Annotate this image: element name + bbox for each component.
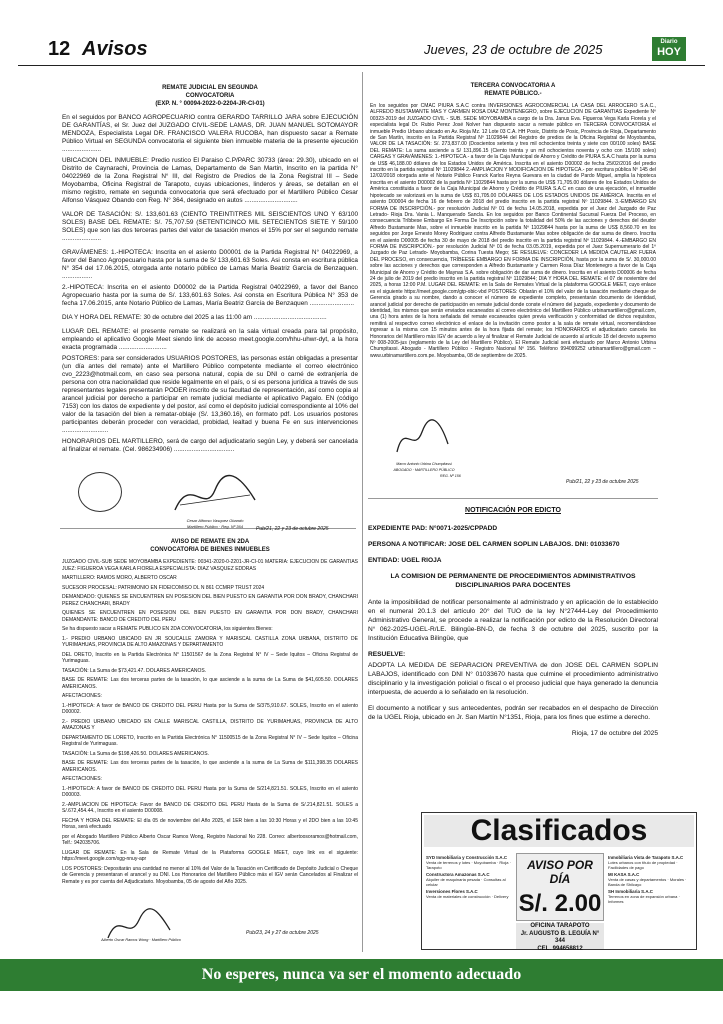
section-title: Avisos — [82, 38, 148, 60]
notice-paragraph: POSTORES: para ser considerados USUARIOS POSTORES, las personas están obligadas a presentar (un día antes del remate) ante el Martillero Público competente mediante el correo electrónico cvo_2223@hotmail.com, en caso sea persona natural, copia de su DNI o carné de extranjería de persona con otra nacionalidad que reside legalmente en el país, o si es persona jurídica a través de sus representantes legales presentarán PODER inscrito de su facultad de representación, así como copia al arancel judicial por derecho a participar en remate judicial mediante el aplicativo Pagalo. EN (código 7153) con los datos de expediente y del postor, así como el depósito judicial correspondiente al 10% del valor de la tasación del bien a rematar-oblaje (S/. 13,360.16), en formato pdf. Los usuarios postores participantes deberán proceder con veracidad, probidad, lealtad y buena Fe en sus intervenciones .......................... — [62, 355, 358, 434]
ad-name: SH Inmobiliaria S.A.C — [608, 889, 653, 894]
signer-name: Cesar Alfonso Vasquez Obando — [186, 518, 244, 523]
logo-top-text: Diario — [660, 39, 678, 45]
edicto-paragraph: ADOPTA LA MEDIDA DE SEPARACION PREVENTIVA de don JOSE DEL CARMEN SOPLIN LABAJOS, identificado con DNI N° 01033670 hasta que culmine el procedimiento administrativo disciplinario y la investigación policial o fiscal o el proceso judicial que haya generado la denuncia interpuesta, de acuerdo a lo señalado en la resolución. — [368, 662, 658, 696]
notice-paragraph: 1.- PREDIO URBANO UBICADO EN JR SOUCALLE ZAMORA Y MARISCAL CASTILLA ZONA URBANA, DISTRITO DE YURIMAHUAS, PROVINCIA DE ALTO AMAZONAS Y DEPARTAMENTO — [62, 635, 358, 648]
footer-slogan: No esperes, nunca va ser el momento adecuado — [201, 966, 522, 983]
office-address: Jr. AUGUSTO B. LEGUÍA N° 344 — [520, 930, 600, 944]
publication-dates: Pub/23, 24 y 27 de octubre 2025 — [246, 930, 319, 936]
signature-image — [170, 470, 260, 520]
price-value: S/. 2.00 — [518, 890, 602, 917]
notice-paragraph: UBICACION DEL INMUEBLE: Predio rustico El Paraiso C.P/PARC 30733 (área: 29.30), ubicado en el Distrito de Caynarachi, Provincia de Lamas, Departamento de San Martin, Inscrito en la partida N° 04022969 de la Zona Registral N° III, del Registro de Predios de la Zona Registral III – Sede Moyobamba, Oficina Registral de Tarapoto, cuyas ubicaciones, linderos y áreas, se detallan en el mismo registro, remate en segunda convocatoria que será efectuado por el Martillero Público Cesar Alfonso Vásquez Obando con Reg. N° 364, designado en autos .............................. — [62, 157, 358, 204]
clasificados-title: Clasificados — [424, 815, 694, 847]
edicto-paragraph: El documento a notificar y sus antecedentes, podrán ser recabados en el despacho de Dirección de la UGEL Rioja, ubicado en Jr. San Martín N°1351, Rioja, para los fines que estime a derecho. — [368, 705, 658, 721]
notice-paragraph: 2.-HIPOTECA: Inscrita en el asiento D00002 de la Partida Registral 04022969, a favor del Banco Agropecuario hasta por la suma de S/. 133,601.63 Soles. Asi consta en Escritura Pública N° 353 de fecha 17.06.2015, ante Notario Público de Lamas, María Beatriz García de Benzaquen ......................... — [62, 284, 358, 307]
signer-name: Alberto Oscar Ramos Wong · Martillero Público — [101, 938, 181, 942]
notice-paragraph: FECHA Y HORA DEL REMATE: El día 05 de noviembre del Año 2025, el 1ER bien a las 10:30 Horas y el 2DO bien a las 10:45 Horas, será efectuado — [62, 817, 358, 830]
notice-paragraph: LUGAR DEL REMATE: el presente remate se realizará en la sala virtual creada para tal propósito, empleando el aplicativo Google Meet siendo link de acceso meet.google.com/hhu-uhwr-dyt, a la hora exacta programada ........................... — [62, 328, 358, 351]
ad-text: Venta de materiales de construcción · Delivery — [426, 894, 509, 899]
ad-text: Terrenos en zona de expansión urbana · Informes — [608, 894, 680, 904]
notice-paragraph: JUZGADO CIVIL-SUB SEDE MOYOBAMBA EXPEDIENTE: 00341-2020-0-2201-JR-CI-01 MATERIA: EJECUCION DE GARANTIAS JUEZ: FIGUEROA VEGA KARLA FIORELA ESPECIALISTA: DIAZ VASQUEZ EDDRAS — [62, 559, 358, 572]
notice-paragraph: Se ha dispuesto sacar a REMATE PUBLICO EN 2DA CONVOCATORIA, los siguientes Bienes: — [62, 626, 273, 632]
notice-title: REMATE PÚBLICO.- — [484, 91, 542, 97]
remate-third-notice — [370, 82, 656, 362]
column-divider — [362, 72, 363, 952]
publication-dates: Pub/21, 22 y 23 de octubre 2025 — [566, 479, 639, 485]
notice-paragraph: VALOR DE TASACIÓN: S/. 133,601.63 (CIENTO TREINTITRES MIL SEISCIENTOS UNO Y 63/100 SOLES) BASE DEL REMATE: S/. 75,707.59 (SETENTICINCO MIL SETECIENTOS SIETE Y 59/100 SOLES) que son las dos terceras partes del valor de tasación menos el 15% por ser el segundo remate ...................... — [62, 211, 358, 242]
edicto-expediente: EXPEDIENTE PAD: N°0071-2025/CPPADD — [368, 525, 498, 532]
edicto-persona: PERSONA A NOTIFICAR: JOSE DEL CARMEN SOPLIN LABAJOS. DNI: 01033670 — [368, 541, 620, 548]
page-number: 12 — [48, 38, 71, 60]
office-phone: CEL. 994658812 — [537, 945, 583, 952]
stamp-registry: REG. Nº 156 — [440, 474, 461, 478]
price-label: AVISO POR DÍA — [527, 858, 593, 886]
notice-paragraph: QUIENES SE ENCUENTREN EN POSESION DEL BIEN PUESTO EN GARANTIA POR DON BRADY, CHANCHARI DEMANDANTE: BANCO DE CREDITO DEL PERU — [62, 610, 358, 623]
edicto-title: NOTIFICACIÓN POR EDICTO — [465, 507, 561, 514]
notice-paragraph: GRAVÁMENES: 1.-HIPOTECA: Inscrita en el asiento D00001 de la Partida Registral N° 04022969, a favor del Banco Agropecuario hasta por la suma de S/ 133,601.63 Soles. Asi consta en escritura pública N° 354 del 17.06.2015, otorgada ante notario público de Lamas María Beatriz García de Benzaquen. ................. — [62, 249, 358, 280]
notice-paragraph: SUCESOR PROCESAL: PATRIMONIO EN FIDEICOMISO DL N 861 CCMRP TRUST 2024 — [62, 584, 265, 591]
remate-judicial-notice — [62, 84, 358, 457]
notice-title: AVISO DE REMATE EN 2DA — [170, 539, 250, 545]
notice-paragraph: MARTILLERO: RAMOS MORO, ALBERTO OSCAR — [62, 575, 177, 581]
signature-image — [392, 418, 452, 458]
newspaper-logo — [652, 37, 686, 61]
ad-name: Inmobiliaria Vista de Tarapoto S.A.C — [608, 855, 684, 860]
notice-title: CONVOCATORIA DE BIENES INMUEBLES — [150, 547, 270, 553]
notice-paragraph: HONORARIOS DEL MARTILLERO, será de cargo del adjudicatario según Ley, y deberá ser cancelada al finalizar el remate. (Cel. 986234906) .................................. — [62, 438, 358, 453]
notice-paragraph: por el Abogado Martillero Público Alberto Oscar Ramos Wong, Registro Nacional No 228. Correo: albertoosoramos@hotmail.com, Telf.: 942035706. — [62, 833, 358, 846]
ad-text: Lotes urbanos con título de propiedad · Facilidades de pago — [608, 860, 678, 870]
edicto-comision: LA COMISION DE PERMANENTE DE PROCEDIMIENTOS ADMINISTRATIVOS DISCIPLINARIOS PARA DOCENTES — [390, 573, 636, 589]
notice-paragraph: LUGAR DE REMATE: En la Sala de Remate Virtual de la Plataforma GOOGLE MEET, cuyo link es el siguiente: https://meet.google.com/xgg-nnuy-apr — [62, 849, 358, 862]
notice-paragraph: 2.-AMPLIACION DE HIPOTECA: Favor de BANCO DE CREDITO DEL PERU Hasta de la Suma de S/.214,821.51. SOLES a S/.672,454.44., Inscrito en el asiento D00008. — [62, 801, 358, 814]
edicto-entidad: ENTIDAD: UGEL RIOJA — [368, 557, 442, 564]
notice-paragraph: DEL ORETO, Inscrito en la Partida Electrónica N° 11501567 de la Zona Registral N° IV – Sede Iquitos – Oficina Registral de Yurimaguas. — [62, 651, 358, 664]
publication-dates: Pub/21, 22 y 23 de octubre 2025 — [256, 526, 329, 532]
ads-left-column — [426, 853, 512, 899]
notice-title: CONVOCATORIA — [185, 93, 235, 99]
clasificados-box — [421, 812, 697, 950]
expediente-number: (EXP. N. ° 00094-2022-0-2204-JR-CI-01) — [155, 101, 265, 107]
signer-name: Marco Antonio Urbina Chumpitassi — [396, 462, 452, 466]
edicto-notice — [368, 507, 658, 745]
notice-paragraph: LOS POSTORES: Depositarán una cantidad no menor al 10% del Valor de la Tasación en Certificado de Depósito Judicial o Cheque de Gerencia y presentaran el arancel y su DNI. Los Honorarios del Martillero Público más el IGV serán Cancelados al Finalizar el Remate y es por cuenta del Adjudicatario. Moyobamba, 05 de agosto del Año 2025. — [62, 865, 358, 885]
notice-paragraph: 1.-HIPOTECA: A favor de BANCO DE CREDITO DEL PERU Hasta por la Suma de S/375,910.67. SOLES, Inscrito en el asiento D00002. — [62, 702, 358, 715]
edicto-date: Rioja, 17 de octubre del 2025 — [571, 730, 658, 737]
notice-paragraph: 1.-HIPOTECA: A favor de BANCO DE CREDITO DEL PERU Hasta por la Suma de S/214,821.51. SOLES, Inscrito en el asiento D00003. — [62, 785, 358, 798]
official-stamp — [78, 472, 122, 512]
ad-name: Constructora Amazonas S.A.C — [426, 872, 490, 877]
ad-text: Alquiler de maquinaria pesada · Consultas al celular — [426, 877, 506, 887]
notice-paragraph: DEMANDADO: QUIENES SE ENCUENTREN EN POSESION DEL BIEN PUESTO EN GARANTIA POR DON BRADY, CHANCHARI PEREZ CHANCHARI, BRADY — [62, 594, 358, 607]
ad-text: Venta de casas y departamentos · Morales · Banda de Shilcayo — [608, 877, 687, 887]
notice-paragraph: BASE DE REMATE: Las dos terceras partes de la tasación, lo que asciende a la suma de La Suma de $111,398.35 DOLARES AMERICANOS. — [62, 760, 358, 773]
signer-title: ABOGADO · MARTILLERO PÚBLICO — [393, 468, 455, 472]
notice-paragraph: BASE DE REMATE: Las dos terceras partes de la tasación, lo que asciende a la suma de La Suma de $41,605.50. DOLARES AMERICANOS. — [62, 677, 358, 690]
notice-title: TERCERA CONVOCATORIA A — [470, 83, 556, 89]
edicto-resuelve: RESUELVE: — [368, 651, 406, 658]
notice-paragraph: AFECTACIONES: — [62, 776, 102, 782]
ad-name: Inversiones Flores S.A.C — [426, 889, 478, 894]
notice-paragraph: DEPARTAMENTO DE LORETO, Inscrito en la Partida Electrónica N° 11500515 de la Zona Registral N° IV – Sede Iquitos – Oficina Registral de Yurimaguas. — [62, 734, 358, 747]
office-name: OFICINA TARAPOTO — [530, 923, 590, 929]
notice-paragraph: 2.- PREDIO URBANO UBICADO EN CALLE MARISCAL CASTILLA, DISTRITO DE YURIMAHUAS, PROVINCIA DE ALTO AMAZONAS Y — [62, 718, 358, 731]
notice-paragraph: DIA Y HORA DEL REMATE: 30 de octubre del 2025 a las 11:00 am ......................................... — [62, 314, 327, 321]
ad-text: Venta de terrenos y lotes · Moyobamba · Rioja · Tarapoto — [426, 860, 511, 870]
notice-paragraph: TASACIÓN: La Suma de $198,426.50. DOLARES AMERICANOS. — [62, 750, 209, 757]
notice-paragraph: TASACIÓN: La Suma de $73,421.47. DOLARES AMERICANOS. — [62, 667, 207, 674]
price-box — [516, 853, 604, 921]
notice-paragraph: AFECTACIONES: — [62, 693, 102, 699]
publication-date: Jueves, 23 de octubre de 2025 — [424, 42, 603, 57]
office-info — [516, 923, 604, 952]
ad-name: SYD Inmobiliaria y Construcción S.A.C — [426, 855, 507, 860]
footer-slogan-bar — [0, 959, 723, 991]
notice-paragraph: En los seguidos por CMAC PIURA S.A.C contra INVERSIONES AGROCOMERCIAL LA CASA DEL ARROCERO S.A.C., ALFREDO BUSTAMANTE MAS Y CARMEN ROSA DIAZ MONTENEGRO, sobre EJECUCION DE GARANTIAS Expediente Nº 00323-2019 del JUZGADO CIVIL - SUB. SEDE MOYOBAMBA a cargo de la Dra. Janus Eva. Figueroa Vega Karla Fiorela y el especialista legal Dr. Rubio Perez José Nolver han dispuesto sacar a remate público en TERCERA CONVOCATORIA el inmueble Predio Urbano ubicado en Av. Rioja Mz. 12 Lote 03 C.A. HH Posic, Distrito de Posic, Provincia de Rioja, Departamento de San Martín, inscrito en la Partida Registral Nº 11029844 del Registro de predios de la Oficina Registral de Moyobamba, VALOR DE LA TASACIÓN: S/. 273,837.00 (Doscientos setenta y tres mil ochocientos treinta y siete con 00/100 soles) BASE DEL REMATE: La suma asciende a S/ 131,896.15 (Ciento treinta y un mil ochocientos noventa y ocho con 15/100 soles) CARGAS Y GRAVÁMENES: 1.-HIPOTECA.- a favor de la Caja Municipal de Ahorro y Crédito de PIURA S.A.C hasta por la suma de US$ 46,188.00 dólares de los Estados Unidos de América. Inscrita en el asiento D00002 de fecha 25/02/2016 del predio inscrito en la partida registral Nº 11029844 2.-AMPLIACION Y MODIFICACION DE HIPOTECA.- por escritura pública Nº 145 del 12/02/2018 otorgada ante el Notario Público Franck Karlos Reyna Guevara en la ciudad de Pardo Miguel, amplia la hipoteca inscrita en el asiento D00002 de la partida Nº 11029844 hasta por la suma de US$ 71,705.00 dólares de los Estados Unidos de América constituida a favor de la Caja Municipal de Ahorro y Crédito de PIURA S.A.C en caso de una ejecución, el inmueble hipotecado se valorizará en la suma de US$ 81,705.00 DÓLARES DE LOS ESTADOS UNIDOS DE AMÉRICA. Inscrita en el asiento D00004 de fecha 16 de febrero de 2018 del predio inscrito en la partida registral Nº 11029844. 3.-EMBARGO EN FORMA DE INSCRIPCIÓN.- por resolución Judicial Nº 01 de fecha 14.05.2018, expedida por el Juez del Juzgado de Paz Letrado- Rioja Dra. Vania L. Manquerado Sancla. En los seguidos por Banco Continental Sucursal Fuerza Del Proceso, en consecuencia Tríbbese Embargo En Forma De Inscripción sobre la totalidad del 50% de las acciones y derechos del deudor Alfredo Bustamante Mas, sobre el inmueble inscrito en la partida Nº 11029844 hasta por la suma de US$ 8,560.70 en los seguidos por Jorge Ernesto Morey Rodriguez contra Alfredo Bustamante Mas sobre obligación de dar suma de dinero. Inscrita en el asiento D00005 de fecha 30 de mayo de 2018 del predio inscrito en la partida registral Nº 11029844. 4.-EMBARGO EN FORMA DE INSCRIPCIÓN.- por resolución Judicial Nº 01 de fecha 03.05.2019, expedida por el Juez Supernumerario del 1º Juzgado de Paz Letrado- Moyobamba, Corina Tuesta Mego; SE RESUELVE: CONCEDER LA MEDIDA CAUTELAR FUERA DEL PROCESO, en consecuencia, TRÍBEESE EMBARGO EN FORMA DE INSCRIPCIÓN, hasta por la suma de S/. 30,000.00 sobre las acciones y derechos que corresponden a Alfredo Bustamante y Carmen Rosa Díaz Montenegro a favor de la Caja Municipal de Ahorro y Crédito de Maynas S.A. sobre obligación de dar suma de dinero. Inscrita en el asiento D00006 de fecha 24 de julio de 2019 del predio inscrito en la partida registral Nº 11029844; DIA Y HORA DEL REMATE: el 07 de noviembre del 2025, a horas 12:00 P.M. LUGAR DEL REMATE: en la Sala de Remates Virtual de la plataforma GOOGLE MEET, cuyo enlace es el siguiente https://meet.google.com/gtp-obic-vbd POSTORES: Oblarán el 10% del valor de la tasación mediante cheque de Gerencia girado a su nombre, dando a conocer el número de expediente completo, presentarán documento de identidad, arancel judicial por derecho de participación en remate judicial donde conste el número del juzgado, expediente y documento de identidad, los mismos que serán enviados escaneados al correo electrónico del Martillero Público urbinamartillero@gmail.com, una (1) hora antes de la hora señalada del remate escaneados quien previa verificación y conformidad de dichos requisitos, remitirá al respectivo correo electrónico el enlace de la invitación como postor a la sala de remate virtual, recomendándose ingresar a la misma con 15 minutos antes de la hora fijada del remate; los HONORARIOS el adjudicatario cancela los Honorarios del Martillero más IGV de acuerdo a ley al finalizar el Remate Judicial de acuerdo al artículo 18 del decreto supremo Nº 008-2005-jus (reglamento de la Ley del Martillero Público). El Remate Judicial será efectuado por Marco Antonio Urbina Chumpitassi. Abogado - Martillero Público - Registro Nacional Nº 156. Teléfono 994099252 urbinamartillero@gmail.com – www.urbinamartillero.com.pe. Moyobamba, 08 de septiembre de 2025. — [370, 103, 656, 359]
ads-right-column — [608, 853, 694, 904]
signer-registry: Martillero Público · Reg. Nº 364 — [187, 524, 243, 529]
section-divider — [368, 498, 658, 499]
notice-title: REMATE JUDICIAL EN SEGUNDA — [162, 85, 258, 91]
remate-second-notice — [62, 538, 358, 888]
logo-main-text: HOY — [657, 46, 681, 58]
edicto-paragraph: Ante la imposibilidad de notificar personalmente al administrado y en aplicación de lo establecido en el numeral 20.1.3 del artículo 20° del TUO de la ley N°27444-Ley del Procedimiento Administrativo General, se procede a realizar la notificación por edicto de la Resolución Directoral N° 062-2025-UGEL-R/LE. Bilingüe-BN-D, de fecha 3 de octubre del 2025, suscrito por la Institución Educativa Bilingüe, que — [368, 599, 658, 642]
ad-name: MI KASA S.A.C — [608, 872, 640, 877]
notice-paragraph: En el seguidos por BANCO AGROPECUARIO contra GERARDO TARRILLO JARA sobre EJECUCIÓN DE GARANTÍAS, el Sr. Juez del JUZGADO CIVIL-SEDE LAMAS, DR. JUAN MANUEL SOTOMAYOR MENDOZA, Especialista Legal DR. FRANCISCO VALERA RUCOBA, han dispuesto sacar a Remate Público Virtual en SEGUNDA convocatoria el siguiente bien inmueble materia de la presente ejecución ...................... — [62, 114, 358, 153]
